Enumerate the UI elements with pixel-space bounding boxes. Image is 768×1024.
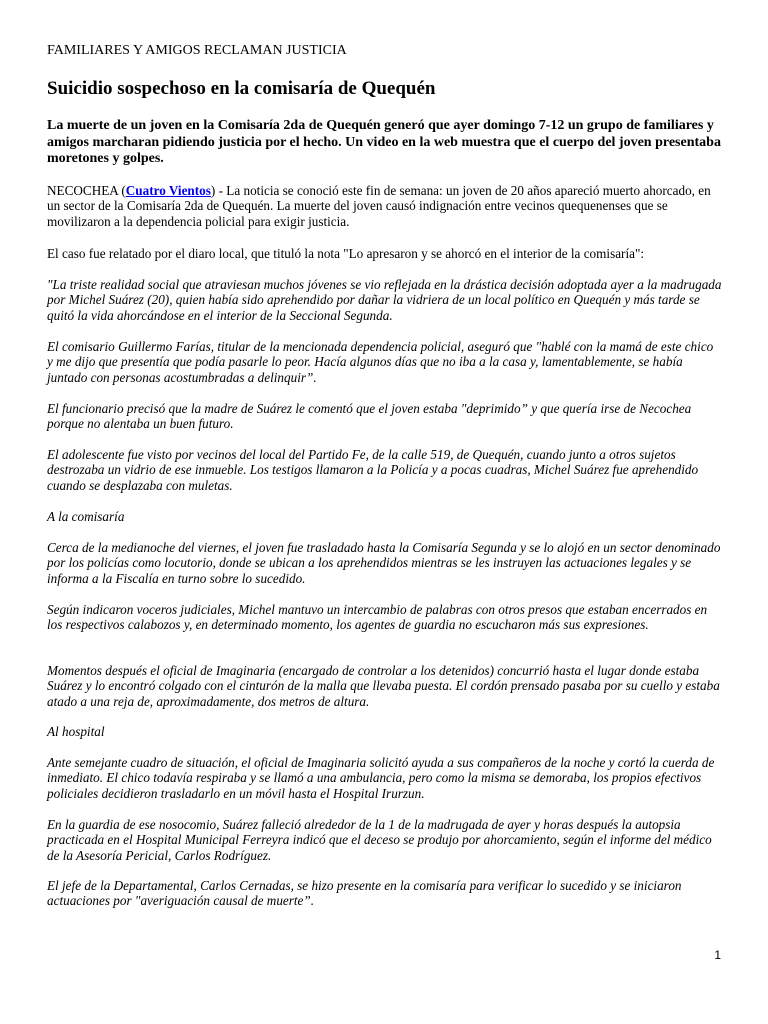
quote-paragraph-7: Momentos después el oficial de Imaginaria (encargado de controlar a los detenidos) concurrió hasta el lugar donde estaba Suárez y lo encontró colgado con el cinturón de la malla que llevaba puesta. El cordón prensado pasaba por su cuello y estaba atado a una reja de, aproximadamente, dos metros de altura. [47,663,720,709]
intro-paragraph: El caso fue relatado por el diaro local, que tituló la nota "Lo apresaron y se ahorcó en el interior de la comisaría": [47,246,645,261]
quote-paragraph-5: Cerca de la medianoche del viernes, el joven fue trasladado hasta la Comisaría Segunda y se lo alojó en un sector denominado por los policías como locutorio, donde se ubican a los aprehendidos mientras se les instruyen las actuaciones legales y se informa a la Fiscalía en turno sobre lo sucedido. [47,540,721,586]
page-number: 1 [714,948,721,962]
quote-paragraph-3: El funcionario precisó que la madre de Suárez le comentó que el joven estaba "deprimido” y que quería irse de Necochea porque no alentaba un buen futuro. [47,401,692,432]
quote-paragraph-6: Según indicaron voceros judiciales, Michel mantuvo un intercambio de palabras con otros presos que estaban encerrados en los respectivos calabozos y, en determinado momento, los agentes de guardia no escucharon más sus expresiones. [47,602,708,633]
quote-paragraph-2: El comisario Guillermo Farías, titular de la mencionada dependencia policial, aseguró que "hablé con la mamá de este chico y me dijo que presentía que podía pasarle lo peor. Hacía algunos días que no iba a la casa y, lamentablemente, se había juntado con personas acostumbradas a delinquir”. [47,339,714,385]
quote-paragraph-8: Ante semejante cuadro de situación, el oficial de Imaginaria solicitó ayuda a sus compañeros de la noche y cortó la cuerda de inmediato. El chico todavía respiraba y se llamó a una ambulancia, pero como la misma se demoraba, los propios efectivos policiales decidieron trasladarlo en un móvil hasta el Hospital Irurzun. [47,755,715,801]
source-link[interactable]: Cuatro Vientos [125,183,211,198]
dateline-paragraph [47,183,722,229]
quote-paragraph-9: En la guardia de ese nosocomio, Suárez falleció alrededor de la 1 de la madrugada de ayer y horas después la autopsia practicada en el Hospital Municipal Ferreyra indicó que el deceso se produjo por ahorcamiento, según el informe del médico de la Asesoría Pericial, Carlos Rodríguez. [47,817,712,863]
article-kicker: FAMILIARES Y AMIGOS RECLAMAN JUSTICIA [47,43,347,58]
subheading-comisaria: A la comisaría [47,509,125,524]
quote-paragraph-1: "La triste realidad social que atraviesan muchos jóvenes se vio reflejada en la drástica decisión adoptada ayer a la madrugada por Michel Suárez (20), quien había sido aprehendido por dañar la vidriera de un local político en Quequén y más tarde se quitó la vida ahorcándose en el interior de la Seccional Segunda. [47,277,722,323]
article-headline: Suicidio sospechoso en la comisaría de Quequén [47,78,436,99]
article-lead: La muerte de un joven en la Comisaría 2da de Quequén generó que ayer domingo 7-12 un grupo de familiares y amigos marcharan pidiendo justicia por el hecho. Un video en la web muestra que el cuerpo del joven presentaba moretones y golpes. [47,118,721,166]
quote-paragraph-10: El jefe de la Departamental, Carlos Cernadas, se hizo presente en la comisaría para verificar lo sucedido y se iniciaron actuaciones por "averiguación causal de muerte”. [47,878,682,909]
subheading-hospital: Al hospital [47,724,105,739]
quote-paragraph-4: El adolescente fue visto por vecinos del local del Partido Fe, de la calle 519, de Quequén, cuando junto a otros sujetos destrozaba un vidrio de ese inmueble. Los testigos llamaron a la Policía y a pocas cuadras, Michel Suárez fue aprehendido cuando se desplazaba con muletas. [47,447,699,493]
dateline-prefix: NECOCHEA ( [47,183,126,198]
dateline-body: ) - La noticia se conoció este fin de semana: un joven de 20 años apareció muerto ahorcado, en un sector de la Comisaría 2da de Quequén. La muerte del joven causó indignación entre vecinos quequenenses que se movilizaron a la dependencia policial para exigir justicia. [47,183,711,229]
